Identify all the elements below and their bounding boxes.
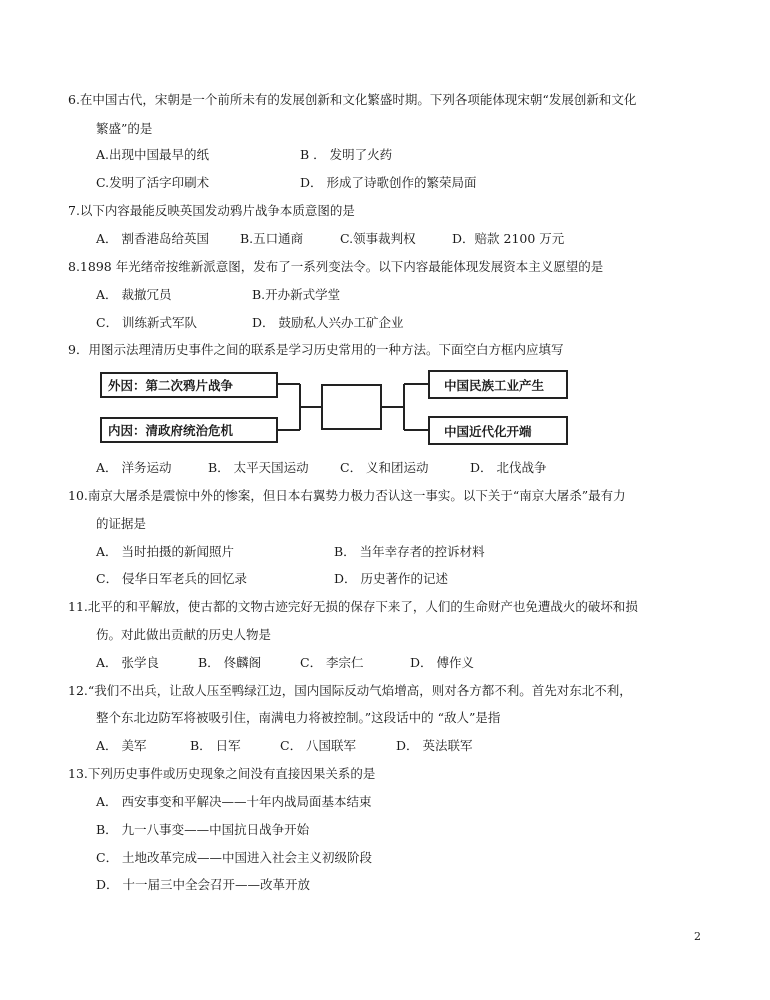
- q13-option-c: C． 土地改革完成——中国进入社会主义初级阶段: [96, 850, 373, 865]
- q8-option-d: D． 鼓励私人兴办工矿企业: [252, 315, 404, 330]
- q10-option-c: C． 侵华日军老兵的回忆录: [96, 571, 248, 586]
- q11-stem-line1: 11.北平的和平解放，使古都的文物古迹完好无损的保存下来了，人们的生命财产也免遭战火的破坏和损: [68, 599, 638, 614]
- q10-option-b: B． 当年幸存者的控诉材料: [334, 544, 485, 559]
- q7-option-b: B.五口通商: [240, 231, 304, 246]
- q8-option-c: C． 训练新式军队: [96, 315, 198, 330]
- q8-option-a: A． 裁撤冗员: [96, 287, 172, 302]
- q8-stem: 8.1898 年光绪帝按维新派意图，发布了一系列变法令。以下内容最能体现发展资本主义愿望的是: [68, 259, 604, 274]
- q6-stem-line1: 6.在中国古代，宋朝是一个前所未有的发展创新和文化繁盛时期。下列各项能体现宋朝“发展创新和文化: [68, 92, 637, 107]
- q13-option-b: B． 九一八事变——中国抗日战争开始: [96, 822, 310, 837]
- q12-option-d: D． 英法联军: [396, 738, 473, 753]
- diagram-box-internal-cause: 内因：清政府统治危机: [100, 417, 278, 443]
- q13-option-d: D． 十一届三中全会召开——改革开放: [96, 877, 310, 892]
- diagram-box-external-cause: 外因：第二次鸦片战争: [100, 372, 278, 398]
- q6-option-c: C.发明了活字印刷术: [96, 175, 210, 190]
- q11-option-c: C． 李宗仁: [300, 655, 364, 670]
- diagram-box-national-industry: 中国民族工业产生: [428, 370, 568, 399]
- q13-stem: 13.下列历史事件或历史现象之间没有直接因果关系的是: [68, 766, 376, 781]
- q11-option-a: A． 张学良: [96, 655, 160, 670]
- q7-option-a: A． 割香港岛给英国: [96, 231, 210, 246]
- q12-option-b: B． 日军: [190, 738, 241, 753]
- q7-stem: 7.以下内容最能反映英国发动鸦片战争本质意图的是: [68, 203, 355, 218]
- q11-option-d: D． 傅作义: [410, 655, 474, 670]
- q9-option-c: C． 义和团运动: [340, 460, 429, 475]
- q12-option-a: A． 美军: [96, 738, 147, 753]
- q7-option-c: C.领事裁判权: [340, 231, 416, 246]
- q11-option-b: B． 佟麟阁: [198, 655, 262, 670]
- q11-stem-line2: 伤。对此做出贡献的历史人物是: [96, 627, 272, 642]
- diagram-box-blank: [321, 384, 382, 430]
- q10-option-a: A． 当时拍摄的新闻照片: [96, 544, 235, 559]
- page-number: 2: [694, 930, 701, 943]
- q12-option-c: C． 八国联军: [280, 738, 357, 753]
- q12-stem-line1: 12.“我们不出兵，让敌人压至鸭绿江边，国内国际反动气焰增高，则对各方都不利。首先对东北不利，: [68, 683, 632, 698]
- q8-option-b: B.开办新式学堂: [252, 287, 341, 302]
- q9-option-d: D． 北伐战争: [470, 460, 547, 475]
- q6-stem-line2: 繁盛”的是: [96, 121, 153, 136]
- q13-option-a: A． 西安事变和平解决——十年内战局面基本结束: [96, 794, 372, 809]
- q10-stem-line1: 10.南京大屠杀是震惊中外的惨案，但日本右翼势力极力否认这一事实。以下关于“南京大屠杀”最有力: [68, 488, 626, 503]
- q6-option-d: D． 形成了诗歌创作的繁荣局面: [300, 175, 477, 190]
- q9-stem: 9．用图示法理清历史事件之间的联系是学习历史常用的一种方法。下面空白方框内应填写: [68, 342, 564, 357]
- q6-option-a: A.出现中国最早的纸: [96, 147, 210, 162]
- q9-option-b: B． 太平天国运动: [208, 460, 309, 475]
- q10-option-d: D． 历史著作的记述: [334, 571, 448, 586]
- q6-option-b: B ． 发明了火药: [300, 147, 393, 162]
- q7-option-d: D．赔款 2100 万元: [452, 231, 565, 246]
- q9-option-a: A． 洋务运动: [96, 460, 172, 475]
- q10-stem-line2: 的证据是: [96, 516, 147, 531]
- q12-stem-line2: 整个东北边防军将被吸引住，南满电力将被控制。”这段话中的 “敌人”是指: [96, 710, 501, 725]
- diagram-box-modernization-start: 中国近代化开端: [428, 416, 568, 445]
